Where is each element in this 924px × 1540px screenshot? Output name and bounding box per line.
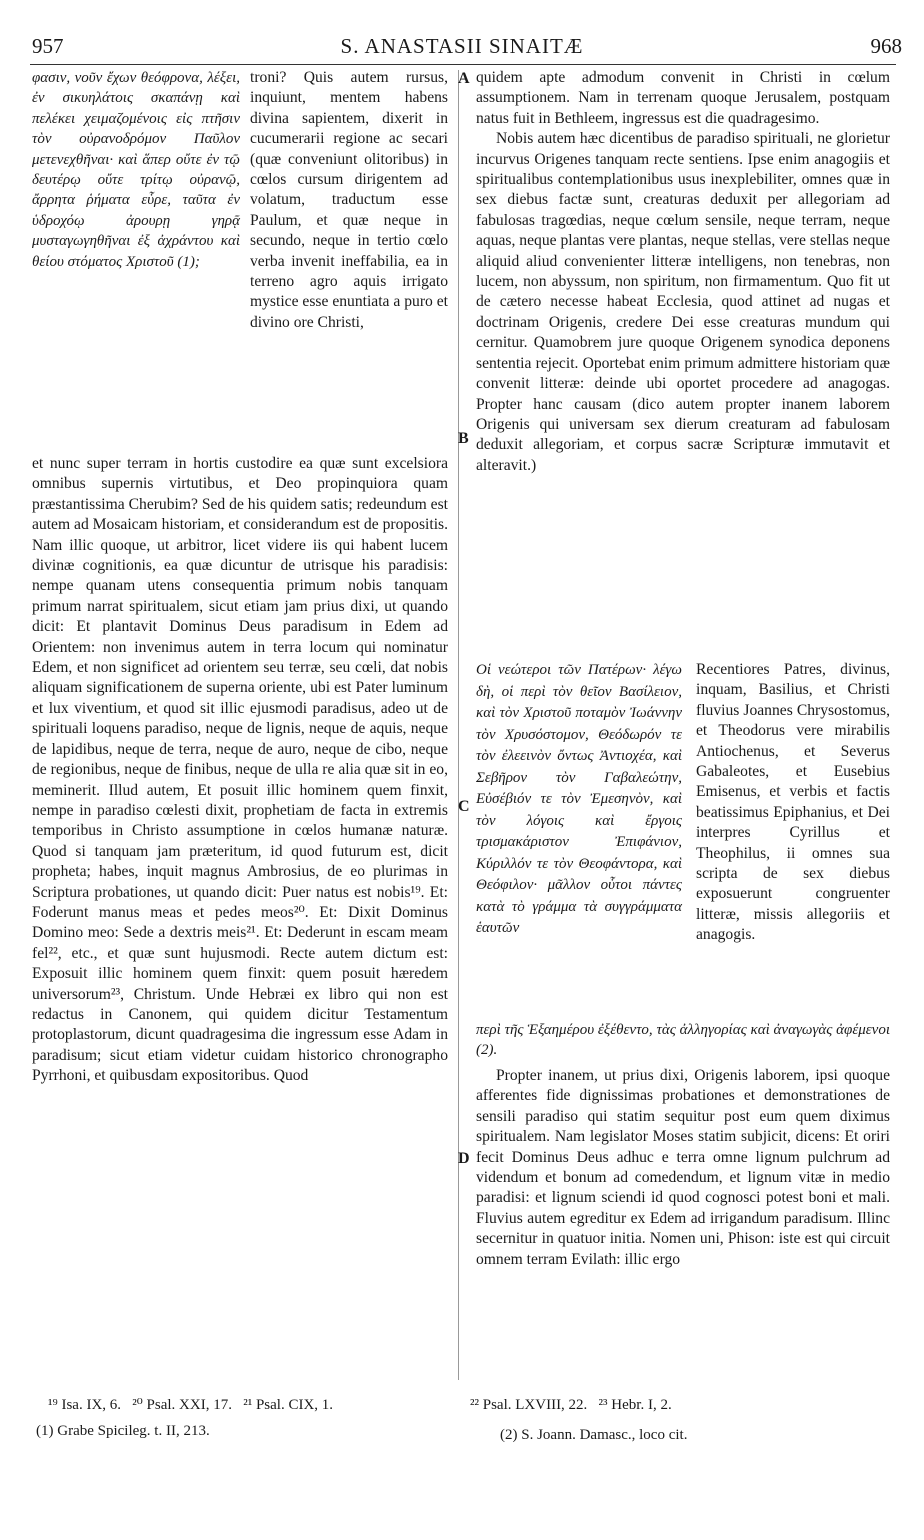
right-top-paragraphs: [476, 68, 890, 654]
header-rule: [30, 64, 896, 65]
page-header: [0, 34, 924, 64]
margin-marker-c: C: [458, 798, 470, 815]
left-paragraph-text: et nunc super terram in hortis custodire ea quæ sunt excelsiora omnibus supernis virtutibus, et Deo propinquiora quam præstantissima Cherubim? Sed de his quidem satis; redeundum est autem ad Mosaicam historiam, et considerandum est de propositis. Nam illic quoque, ut arbitror, licet videre iis qui habent lucem divinæ cognitionis, ea quæ dicuntur de utrisque his paradisis: nempe quanam utens consequentia primum nobis tanquam primum narrat spiritualem, sicut etiam jam prius dixi, ut quando dicit: Et plantavit Dominus Deus paradisum in Edem ad Orientem: non invenimus autem in terra locum qui nominatur Edem, et non significet ad orientem seu terræ, seu cœli, dat nobis aliquam significationem de superna oriente, ubi est Pater luminum et lux viventium, et quod sit illic ejusmodi paradisus, adeo ut de spirituali loquens paradiso, neque de lignis, neque de aquis, neque de lapidibus, neque de terra, neque de auro, neque de cibo, neque de regionibus, neque de finibus, neque de ulla re alia quæ sit in eo, meminerit. Illud autem, Et posuit illic hominem quem finxit, nempe in paradiso cœlesti dixit, prophetiam de facta in extremis temporibus in Christo assumptione in cœlos humanæ naturæ. Quod si tanquam jam præteritum, id quod futurum est, dicit propheta; habes, inquit magnus Ambrosius, de eo plurimas in Scriptura probationes, ut quando dicit: Puer natus est nobis¹⁹. Et: Foderunt manus meas et pedes meos²⁰. Et: Dixit Dominus Domino meo: Sede a dextris meis²¹. Et: Dederunt in escam meam fel²², etc., et quæ sunt hujusmodi. Recte autem dictum est: Exposuit illic hominem quem finxit: quem posuit hæredem universorum²³, Christum. Unde Hebræi ex libro qui non est redactus in Canonem, qui quidem dicitur Testamentum protoplastorum, dicunt quadragesima die ingressum esse Adam in paradisum; sicut etiam videtur cuidam historico chronographo Pyrrhoni, et quibusdam expositoribus. Quod: [32, 455, 448, 1085]
left-greek-text: φασιν, νοῦν ἔχων θεόφρονα, λέξει, ἐν σικυηλάτοις σκαπάνῃ καὶ πελέκει χειμαζομένοις εἰς πτῆσιν τὸν οὐρανοδρόμον Παῦλον μετενεχθῆναι· καὶ ἅπερ οὔτε ἐν τῷ δευτέρῳ οὔτε τρίτῳ οὐρανῷ, ἄρρητα ῥήματα εὗρε, ταῦτα ἐν ὑδροχόῳ ἀρουρῃ γηρᾷ μυσταγωγηθῆναι ἐξ ἀχράντου καὶ θείου στόματος Χριστοῦ (1);: [32, 70, 240, 270]
margin-marker-a: A: [458, 70, 470, 87]
margin-marker-b: B: [458, 430, 469, 447]
left-main-paragraph: [32, 454, 448, 1384]
margin-marker-d: D: [458, 1150, 470, 1167]
right-greek-text: Οἱ νεώτεροι τῶν Πατέρων· λέγω δὴ, οἱ περὶ τὸν θεῖον Βασίλειον, καὶ τὸν Χριστοῦ ποταμὸν Ἰωάννην τὸν Χρυσόστομον, Θεόδωρόν τε τὸν ἐλεεινὸν ὄντως Ἀντιοχέα, καὶ Σεβῆρον τὸν Γαβαλεώτην, Εὐσέβιόν τε τὸν Ἐμεσηνὸν, καὶ τὸν λόγοις καὶ ἔργοις τρισμακάριστον Ἐπιφάνιον, Κύριλλόν τε τὸν Θεοφάντορα, καὶ Θεόφιλον· μᾶλλον οὗτοι πάντες κατὰ τὸ γράμμα τὰ συγγράμματα ἑαυτῶν: [476, 662, 682, 936]
footnote-note-right: (2) S. Joann. Damasc., loco cit.: [500, 1427, 688, 1443]
right-latin-text: Recentiores Patres, divinus, inquam, Basilius, et Christi fluvius Joannes Chrysostomus, et Theodorus vere mirabilis Antiochenus, et Severus Gabaleotes, et Eusebius Emisenus, et verbis et factis beatissimus Epiphanius, et Dei interpres Cyrillus et Theophilus, ii omnes sua scripta de sex diebus exposuerunt congruenter litteræ, missis allegoriis et anagogis.: [696, 661, 890, 944]
page-number-right: 968: [870, 34, 902, 58]
right-paragraph-2: Nobis autem hæc dicentibus de paradiso spirituali, ne glorietur incurvus Origenes tanquam recte sentiens. Ipse enim anagogiis et spiritualibus contemplationibus usus inexplebiliter, omnes quæ in sex diebus factæ sunt, creaturas deduxit per allegoriam ad fabulosas tragœdias, neque cœlum sensile, neque terram, neque aquas, neque plantas vere plantas, neque stellas, vere stellas neque aliquid aliud convenienter litteræ intelligens, non tenebras, non lucem, non abyssum, non spiritum, non firmamentum. Quo fit ut de cætero necesse habeat Ecclesia, quod attinet ad nugas et doctrinam Origenis, credere Dei esse creaturas mundum qui cernitur. Quamobrem jure quoque Origenem synodica deponens sententia rejecit. Oportebat enim primum admittere historiam quæ convenit litteræ: deinde ubi oportet procedere ad anagogas. Propter hanc causam (dico autem propter inanem laborem Origenis qui universam sex dierum creaturam ad fabulosam deduxit allegoriam, et corpus sacræ Scripturæ immutavit et alteravit.): [476, 130, 890, 474]
right-paragraph-1: quidem apte admodum convenit in Christi in cœlum assumptionem. Nam in terrenam quoque Jerusalem, postquam natus fuit in Bethleem, ingressus est die quadragesimo.: [476, 69, 890, 127]
page-number-left: 957: [32, 34, 64, 58]
footnote-note-left: (1) Grabe Spicileg. t. II, 213.: [36, 1423, 210, 1439]
footnote-refs-left: ¹⁹ Isa. IX, 6. ²⁰ Psal. XXI, 17. ²¹ Psal. CIX, 1.: [48, 1397, 334, 1413]
running-title: S. ANASTASII SINAITÆ: [340, 34, 584, 58]
footnote-refs-right: ²² Psal. LXVIII, 22. ²³ Hebr. I, 2.: [470, 1397, 672, 1413]
right-paragraph-3: Propter inanem, ut prius dixi, Origenis laborem, ipsi quoque afferentes fide dignissimas probationes et demonstrationes de sensili paradiso qui statim sequitur post eum quem diximus spiritualem. Nam legislator Moses statim subjicit, dicens: Et oriri fecit Dominus Deus adhuc e terra omne lignum pulchrum ad videndum et bonum ad comedendum, et lignum vitæ in medio paradisi: et lignum sciendi id quod cognosci potest boni et mali. Fluvius autem egreditur ex Edem ad irrigandum paradisum. Illinc secernitur in quatuor initia. Nomen uni, Phison: iste est qui circuit omnem terram Evilath: illic ergo: [476, 1067, 890, 1268]
right-lower-paragraph: [476, 1066, 890, 1384]
right-greek-tail: περὶ τῆς Ἑξαημέρου ἐξέθεντο, τὰς ἀλληγορίας καὶ ἀναγωγὰς ἀφέμενοι (2).: [476, 1022, 890, 1059]
left-latin-text: troni? Quis autem rursus, inquiunt, mentem habens divina sapientem, dixerit in cucumerarii regione ac secari (quæ conveniunt olitoribus) in cœlos cursum dirigentem ad volatum, traductum esse Paulum, et quæ neque in secundo, neque in tertio cœlo verba invenit ineffabilia, ea in terreno agro aquis irrigato mystice esse enuntiata a puro et divino ore Christi,: [250, 69, 448, 331]
column-divider: [458, 70, 459, 1380]
